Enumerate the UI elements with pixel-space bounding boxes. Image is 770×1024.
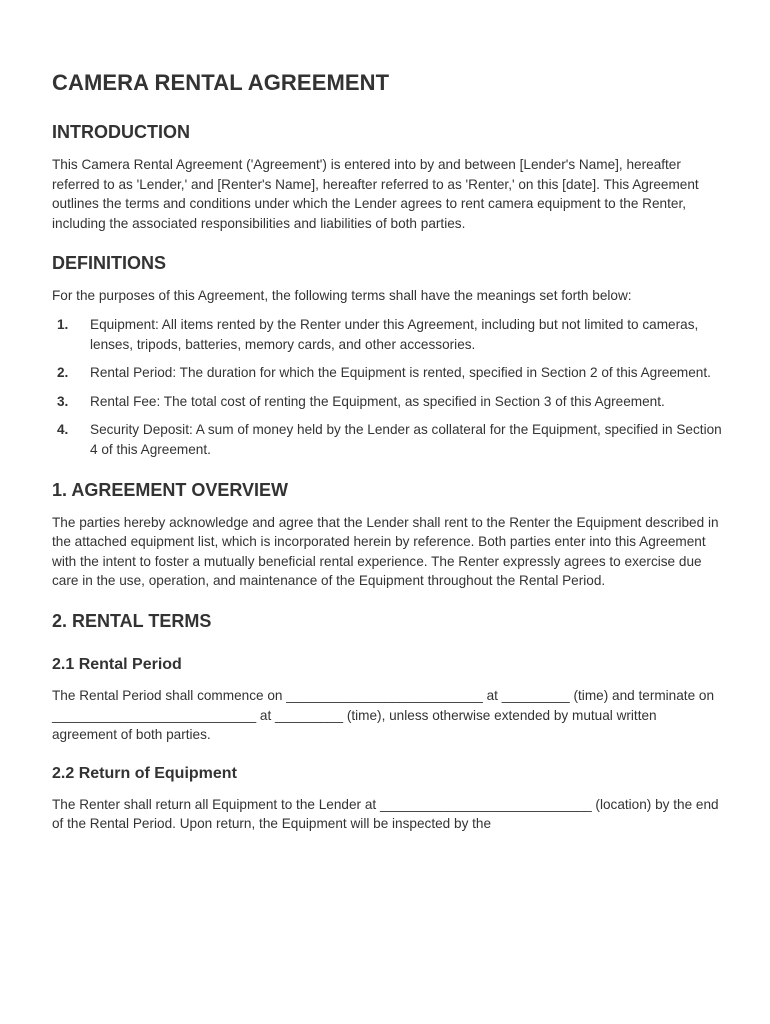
rental-terms-section: [52, 611, 724, 834]
definitions-list: [52, 315, 724, 460]
list-item-text: Rental Period: The duration for which the Equipment is rented, specified in Section 2 of this Agreement.: [90, 365, 711, 381]
list-item-text: Rental Fee: The total cost of renting the Equipment, as specified in Section 3 of this Agreement.: [90, 393, 665, 409]
list-item: [52, 315, 724, 354]
list-item: [52, 392, 724, 412]
list-item-number: 4.: [57, 422, 69, 438]
document-page: [52, 70, 724, 854]
list-item-text: Equipment: All items rented by the Renter under this Agreement, including but not limited to cameras, lenses, tripods, batteries, memory cards, and other accessories.: [90, 316, 699, 352]
agreement-overview-section: [52, 480, 724, 591]
list-item-number: 2.: [57, 365, 69, 381]
list-item-number: 3.: [57, 393, 69, 409]
return-of-equipment-heading: 2.2 Return of Equipment: [52, 764, 237, 782]
definitions-section: [52, 253, 724, 459]
agreement-overview-body: The parties hereby acknowledge and agree that the Lender shall rent to the Renter the Equipment described in the attached equipment list, which is incorporated herein by reference. Both parties enter into this Agreement with the intent to foster a mutually beneficial rental experience. The Renter expressly agrees to exercise due care in the use, operation, and maintenance of the Equipment throughout the Rental Period.: [52, 514, 719, 589]
list-item: [52, 420, 724, 459]
definitions-heading: DEFINITIONS: [52, 253, 167, 274]
document-title: CAMERA RENTAL AGREEMENT: [52, 70, 390, 95]
rental-period-heading: 2.1 Rental Period: [52, 655, 182, 673]
list-item-number: 1.: [57, 316, 69, 332]
list-item: [52, 363, 724, 383]
introduction-section: [52, 122, 724, 233]
introduction-body: This Camera Rental Agreement ('Agreement') is entered into by and between [Lender's Name], hereafter referred to as 'Lender,' and [Renter's Name], hereafter referred to as 'Renter,' on this [date]. This Agreement outlines the terms and conditions under which the Lender agrees to rent camera equipment to the Renter, including the associated responsibilities and liabilities of both parties.: [52, 157, 699, 231]
list-item-text: Security Deposit: A sum of money held by the Lender as collateral for the Equipment, specified in Section 4 of this Agreement.: [90, 422, 722, 457]
introduction-heading: INTRODUCTION: [52, 122, 190, 142]
rental-period-body: The Rental Period shall commence on __________________________ at _________ (time) and terminate on ___________________________ at _________ (time), unless otherwise extended by mutual written agreement of both parties.: [52, 687, 715, 743]
definitions-lead: For the purposes of this Agreement, the following terms shall have the meanings set forth below:: [52, 288, 632, 304]
return-of-equipment-body: The Renter shall return all Equipment to the Lender at ____________________________ (location) by the end of the Rental Period. Upon return, the Equipment will be inspected by the: [52, 796, 719, 832]
rental-terms-heading: 2. RENTAL TERMS: [52, 610, 212, 631]
agreement-overview-heading: 1. AGREEMENT OVERVIEW: [52, 479, 289, 500]
